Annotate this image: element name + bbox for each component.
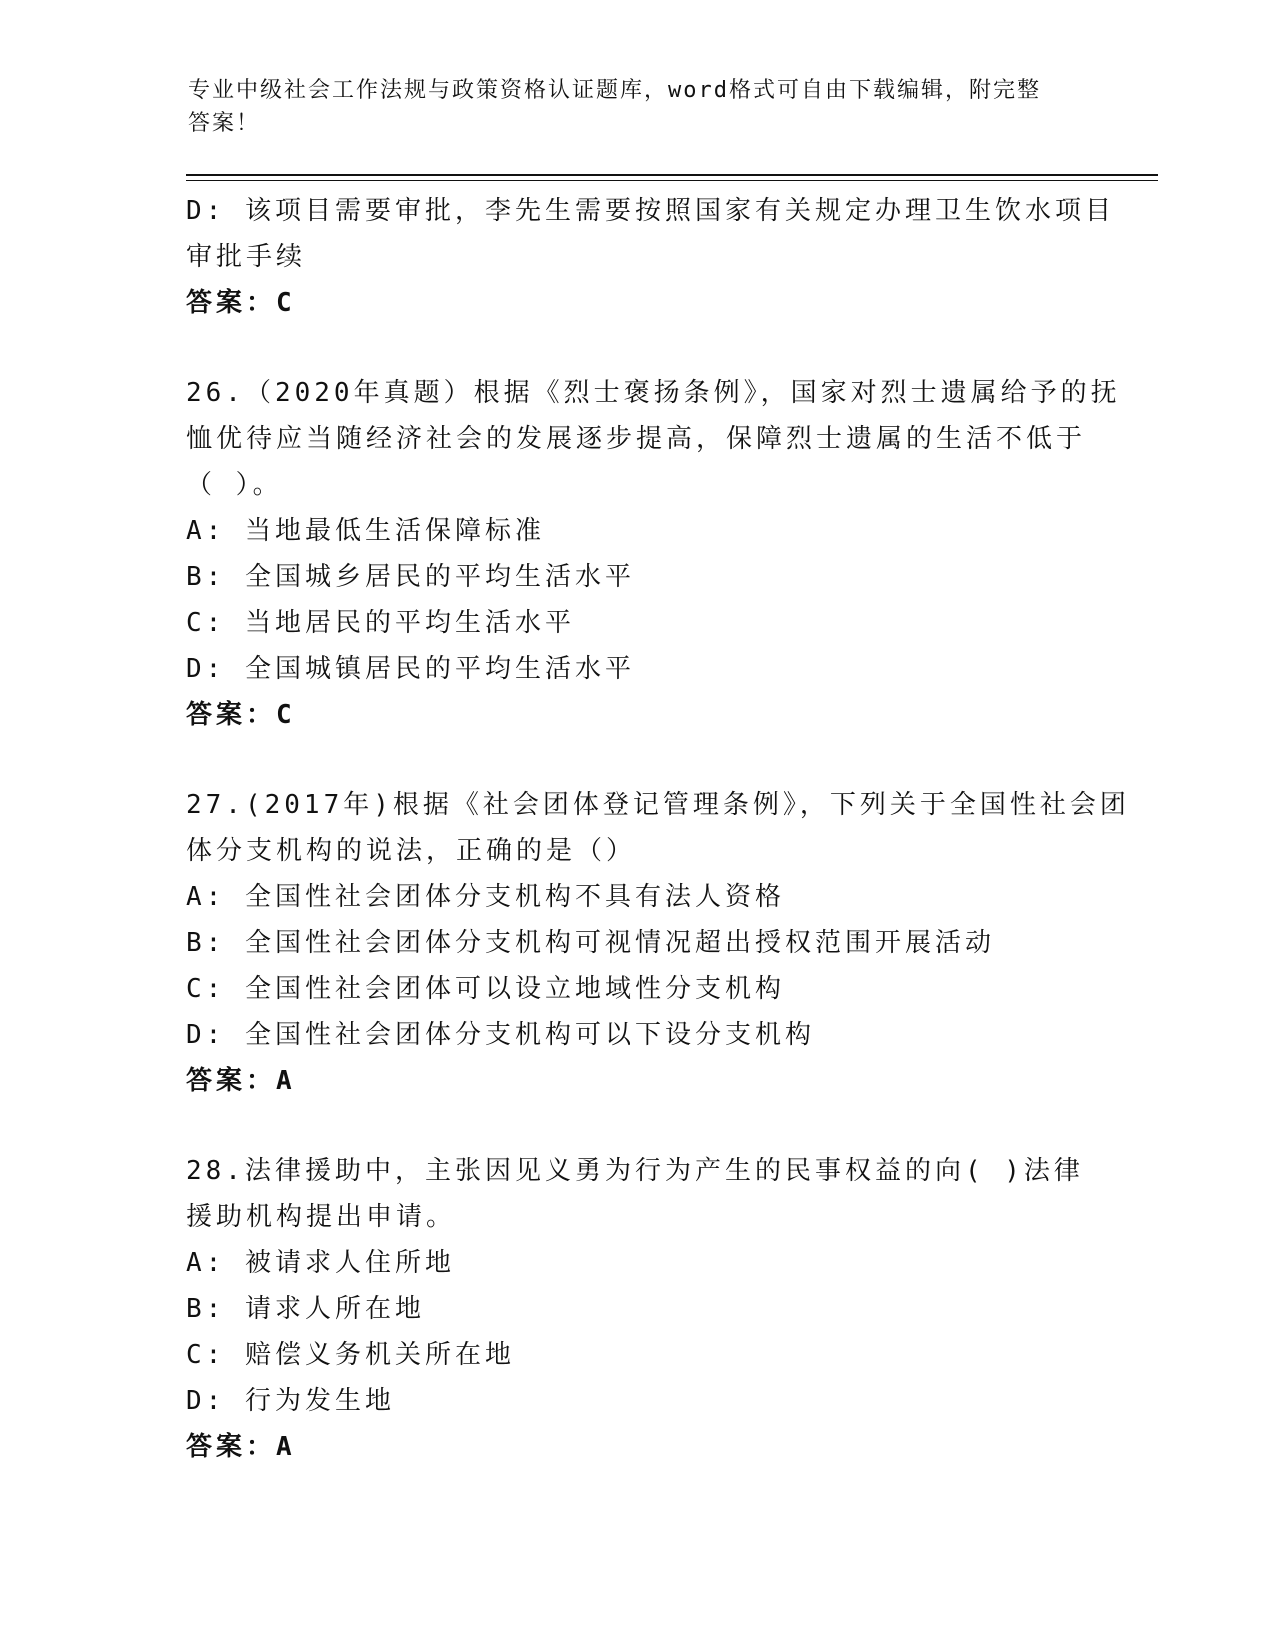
option-d: D: 全国城镇居民的平均生活水平 — [186, 654, 635, 684]
option-a: A: 被请求人住所地 — [186, 1248, 455, 1278]
question-26 — [186, 370, 1121, 738]
answer-label: 答案：A — [186, 1066, 296, 1096]
option-c: C: 赔偿义务机关所在地 — [186, 1340, 515, 1370]
question-stem: 28.法律援助中，主张因见义勇为行为产生的民事权益的向( )法律 — [186, 1156, 1084, 1186]
option-d: D: 行为发生地 — [186, 1386, 395, 1416]
question-spacer — [186, 738, 1086, 782]
option-a: A: 全国性社会团体分支机构不具有法人资格 — [186, 882, 785, 912]
question-stem-blank: （ ）。 — [186, 470, 283, 500]
question-stem-continued: 体分支机构的说法，正确的是（） — [186, 836, 637, 866]
header-line-2: 答案！ — [188, 111, 261, 136]
answer-label: 答案：C — [186, 700, 296, 730]
option-b: B: 全国城乡居民的平均生活水平 — [186, 562, 635, 592]
option-c: C: 全国性社会团体可以设立地域性分支机构 — [186, 974, 785, 1004]
question-spacer — [186, 326, 1086, 370]
header-divider-thin — [186, 180, 1158, 181]
question-25-continued — [186, 188, 1115, 326]
question-list — [186, 188, 1130, 1470]
question-stem-continued: 援助机构提出申请。 — [186, 1202, 457, 1232]
question-spacer — [186, 1104, 1086, 1148]
option-b: B: 全国性社会团体分支机构可视情况超出授权范围开展活动 — [186, 928, 995, 958]
option-c: C: 当地居民的平均生活水平 — [186, 608, 575, 638]
option-b: B: 请求人所在地 — [186, 1294, 425, 1324]
question-stem: 27.(2017年)根据《社会团体登记管理条例》，下列关于全国性社会团 — [186, 790, 1130, 820]
question-stem: 26.（2020年真题）根据《烈士褒扬条例》，国家对烈士遗属给予的抚 — [186, 378, 1121, 408]
header-divider-thick — [186, 174, 1158, 176]
answer-label: 答案：A — [186, 1432, 296, 1462]
document-header — [188, 74, 1068, 140]
header-line-1: 专业中级社会工作法规与政策资格认证题库，word格式可自由下载编辑，附完整 — [188, 78, 1041, 103]
answer-label: 答案：C — [186, 288, 296, 318]
question-28 — [186, 1148, 1086, 1470]
question-stem-continued: 恤优待应当随经济社会的发展逐步提高，保障烈士遗属的生活不低于 — [186, 424, 1087, 454]
question-27 — [186, 782, 1130, 1104]
option-a: A: 当地最低生活保障标准 — [186, 516, 545, 546]
option-d: D: 全国性社会团体分支机构可以下设分支机构 — [186, 1020, 815, 1050]
option-d: D: 该项目需要审批，李先生需要按照国家有关规定办理卫生饮水项目 — [186, 196, 1115, 226]
option-d-continued: 审批手续 — [186, 242, 307, 272]
